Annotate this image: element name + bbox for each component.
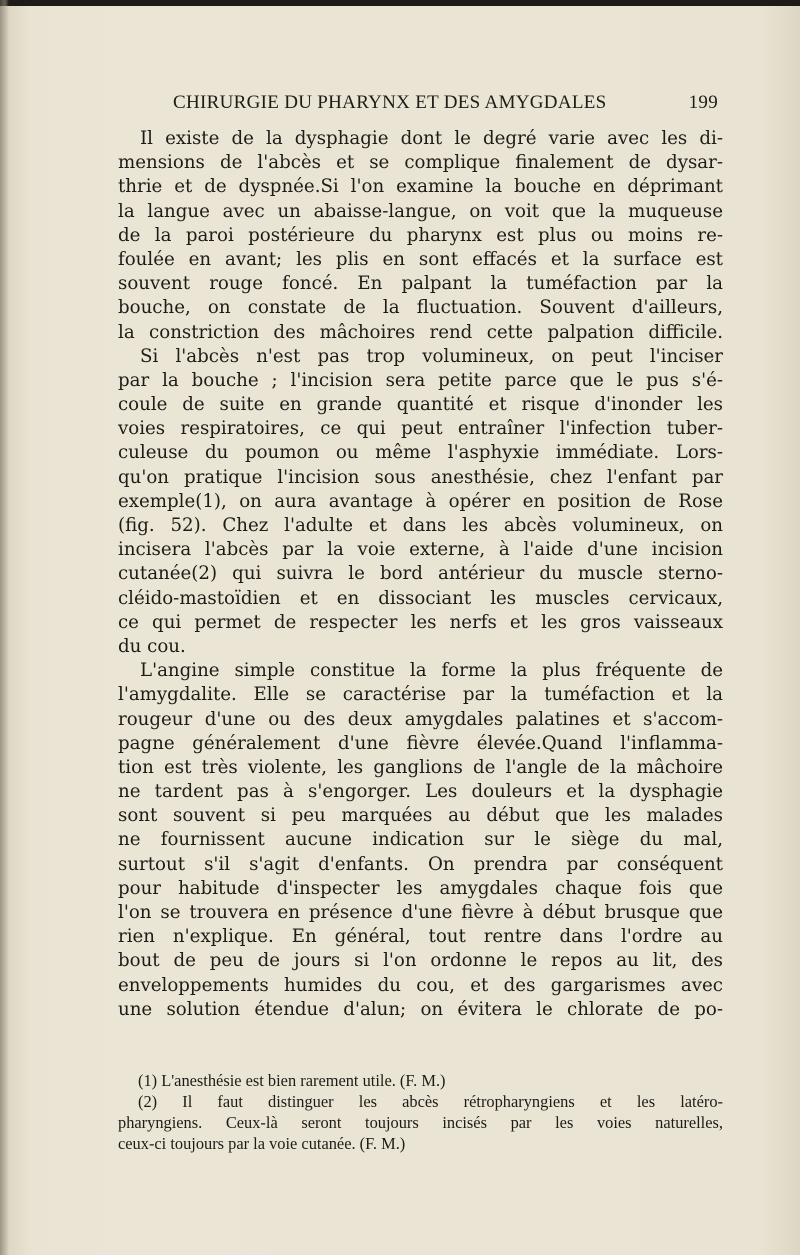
text-line: surtout s'il s'agit d'enfants. On prendra par conséquent — [118, 853, 723, 875]
text-line: rougeur d'une ou des deux amygdales palatines et s'accom- — [118, 708, 723, 730]
text-line: cutanée(2) qui suivra le bord antérieur du muscle sterno- — [118, 563, 723, 585]
text-line: rien n'explique. En général, tout rentre dans l'ordre au — [118, 926, 723, 948]
text-line: L'angine simple constitue la forme la plus fréquente de — [140, 660, 723, 682]
text-line: qu'on pratique l'incision sous anesthésie, chez l'enfant par — [118, 466, 723, 488]
text-line: enveloppements humides du cou, et des gargarismes avec — [118, 974, 723, 996]
text-line: bout de peu de jours si l'on ordonne le repos au lit, des — [118, 950, 723, 972]
text-line: une solution étendue d'alun; on évitera le chlorate de po- — [118, 998, 723, 1020]
text-line: voies respiratoires, ce qui peut entraîner l'infection tuber- — [118, 418, 723, 440]
text-line: thrie et de dyspnée.Si l'on examine la bouche en déprimant — [118, 176, 723, 198]
text-line: du cou. — [118, 635, 186, 657]
footnote-line: (1) L'anesthésie est bien rarement utile. (F. M.) — [138, 1071, 446, 1090]
body-text — [118, 127, 723, 1022]
footnote-line: pharyngiens. Ceux-là seront toujours incisés par les voies naturelles, — [118, 1113, 723, 1132]
text-line: la langue avec un abaisse-langue, on voit que la muqueuse — [118, 200, 723, 222]
text-line: (fig. 52). Chez l'adulte et dans les abcès volumineux, on — [118, 515, 723, 536]
page-number: 199 — [688, 92, 718, 113]
text-line: ne tardent pas à s'engorger. Les douleurs et la dysphagie — [118, 781, 723, 803]
footnote-line: ceux-ci toujours par la voie cutanée. (F. M.) — [118, 1134, 406, 1153]
text-line: par la bouche ; l'incision sera petite parce que le pus s'é- — [118, 369, 723, 391]
running-head — [173, 92, 718, 120]
text-line: l'amygdalite. Elle se caractérise par la tuméfaction et la — [118, 684, 723, 706]
text-line: tion est très violente, les ganglions de l'angle de la mâchoire — [118, 756, 723, 778]
text-line: Il existe de la dysphagie dont le degré varie avec les di- — [140, 128, 723, 149]
text-line: ce qui permet de respecter les nerfs et les gros vaisseaux — [118, 611, 723, 633]
text-line: de la paroi postérieure du pharynx est plus ou moins re- — [118, 224, 723, 246]
text-line: l'on se trouvera en présence d'une fièvre à début brusque que — [118, 902, 723, 923]
running-head-title: CHIRURGIE DU PHARYNX ET DES AMYGDALES — [173, 92, 607, 113]
text-line: pour habitude d'inspecter les amygdales chaque fois que — [118, 877, 723, 899]
text-line: foulée en avant; les plis en sont effacés et la surface est — [118, 248, 723, 270]
text-line: la constriction des mâchoires rend cette palpation difficile. — [118, 321, 723, 343]
text-line: exemple(1), on aura avantage à opérer en position de Rose — [118, 490, 723, 512]
footnote-line: (2) Il faut distinguer les abcès rétropharyngiens et les latéro- — [138, 1092, 723, 1111]
page-top-edge — [0, 0, 800, 6]
text-line: bouche, on constate de la fluctuation. Souvent d'ailleurs, — [118, 297, 723, 319]
text-line: Si l'abcès n'est pas trop volumineux, on peut l'inciser — [140, 345, 723, 367]
text-line: pagne généralement d'une fièvre élevée.Quand l'inflamma- — [118, 732, 723, 754]
text-line: ne fournissent aucune indication sur le siège du mal, — [118, 829, 723, 851]
text-line: incisera l'abcès par la voie externe, à l'aide d'une incision — [118, 539, 723, 561]
footnotes — [118, 1070, 723, 1154]
page-binding-shadow — [0, 0, 9, 1255]
text-line: souvent rouge foncé. En palpant la tuméfaction par la — [118, 273, 723, 295]
text-line: coule de suite en grande quantité et risque d'inonder les — [118, 394, 723, 416]
text-line: cléido-mastoïdien et en dissociant les muscles cervicaux, — [118, 587, 723, 609]
text-line: mensions de l'abcès et se complique finalement de dysar- — [118, 152, 723, 174]
text-line: sont souvent si peu marquées au début que les malades — [118, 805, 723, 827]
text-line: culeuse du poumon ou même l'asphyxie immédiate. Lors- — [118, 442, 723, 464]
